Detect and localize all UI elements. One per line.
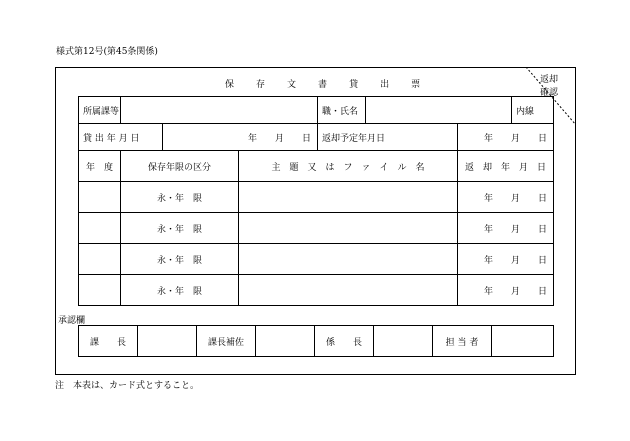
form-title — [225, 77, 420, 90]
year-cell[interactable] — [79, 182, 121, 213]
lending-table — [78, 96, 554, 306]
approval-staff-label: 担 当 者 — [433, 326, 492, 357]
return-plan-label: 返却予定年月日 — [318, 124, 458, 151]
return-plan-field[interactable]: 年 月 日 — [458, 124, 554, 151]
approval-chief-stamp[interactable] — [138, 326, 197, 357]
retention-cell[interactable]: 永・年 限 — [121, 213, 239, 244]
table-row — [79, 182, 554, 213]
retention-cell[interactable]: 永・年 限 — [121, 275, 239, 306]
header-year: 年 度 — [79, 151, 121, 182]
name-field[interactable] — [366, 97, 512, 124]
title-char: 票 — [411, 80, 421, 90]
header-retention: 保存年限の区分 — [121, 151, 239, 182]
table-row — [79, 275, 554, 306]
retention-cell[interactable]: 永・年 限 — [121, 244, 239, 275]
approval-staff-stamp[interactable] — [492, 326, 554, 357]
title-char: 書 — [318, 80, 328, 90]
subject-cell[interactable] — [239, 182, 458, 213]
approval-section-head-stamp[interactable] — [374, 326, 433, 357]
extension-label-text: 内線 — [516, 106, 535, 117]
title-char: 保 — [225, 80, 235, 90]
approval-chief-label: 課 長 — [79, 326, 138, 357]
header-return-date: 返 却 年 月 日 — [458, 151, 554, 182]
return-date-cell[interactable]: 年 月 日 — [458, 244, 554, 275]
subject-cell[interactable] — [239, 244, 458, 275]
return-date-cell[interactable]: 年 月 日 — [458, 213, 554, 244]
retention-cell[interactable]: 永・年 限 — [121, 182, 239, 213]
approval-section-head-label: 係 長 — [315, 326, 374, 357]
footnote: 注 本表は、カード式とすること。 — [55, 381, 200, 391]
lend-date-label: 貸 出 年 月 日 — [79, 124, 163, 151]
table-header-row — [79, 151, 554, 182]
title-char: 文 — [287, 80, 297, 90]
form-number-caption: 様式第12号(第45条関係) — [56, 47, 158, 57]
title-char: 出 — [380, 80, 390, 90]
approval-row — [79, 326, 554, 357]
year-cell[interactable] — [79, 213, 121, 244]
header-subject: 主 題 又 は フ ァ イ ル 名 — [239, 151, 458, 182]
return-check-label-1: 返却 — [540, 75, 559, 85]
approval-table — [78, 325, 554, 357]
title-char: 存 — [256, 80, 266, 90]
approval-deputy-stamp[interactable] — [256, 326, 315, 357]
lend-date-field[interactable]: 年 月 日 — [163, 124, 318, 151]
dept-label: 所属課等 — [79, 97, 121, 124]
approval-section-label: 承認欄 — [58, 316, 86, 326]
return-date-cell[interactable]: 年 月 日 — [458, 275, 554, 306]
table-row — [79, 213, 554, 244]
subject-cell[interactable] — [239, 275, 458, 306]
return-date-cell[interactable]: 年 月 日 — [458, 182, 554, 213]
year-cell[interactable] — [79, 244, 121, 275]
year-cell[interactable] — [79, 275, 121, 306]
table-row — [79, 244, 554, 275]
lend-date-row — [79, 124, 554, 151]
dept-field[interactable] — [121, 97, 318, 124]
subject-cell[interactable] — [239, 213, 458, 244]
approval-deputy-label: 課長補佐 — [197, 326, 256, 357]
name-label: 職・氏名 — [318, 97, 366, 124]
extension-label — [512, 97, 554, 124]
title-char: 貸 — [349, 80, 359, 90]
return-check-label-2: 確認 — [540, 88, 559, 98]
dept-row — [79, 97, 554, 124]
